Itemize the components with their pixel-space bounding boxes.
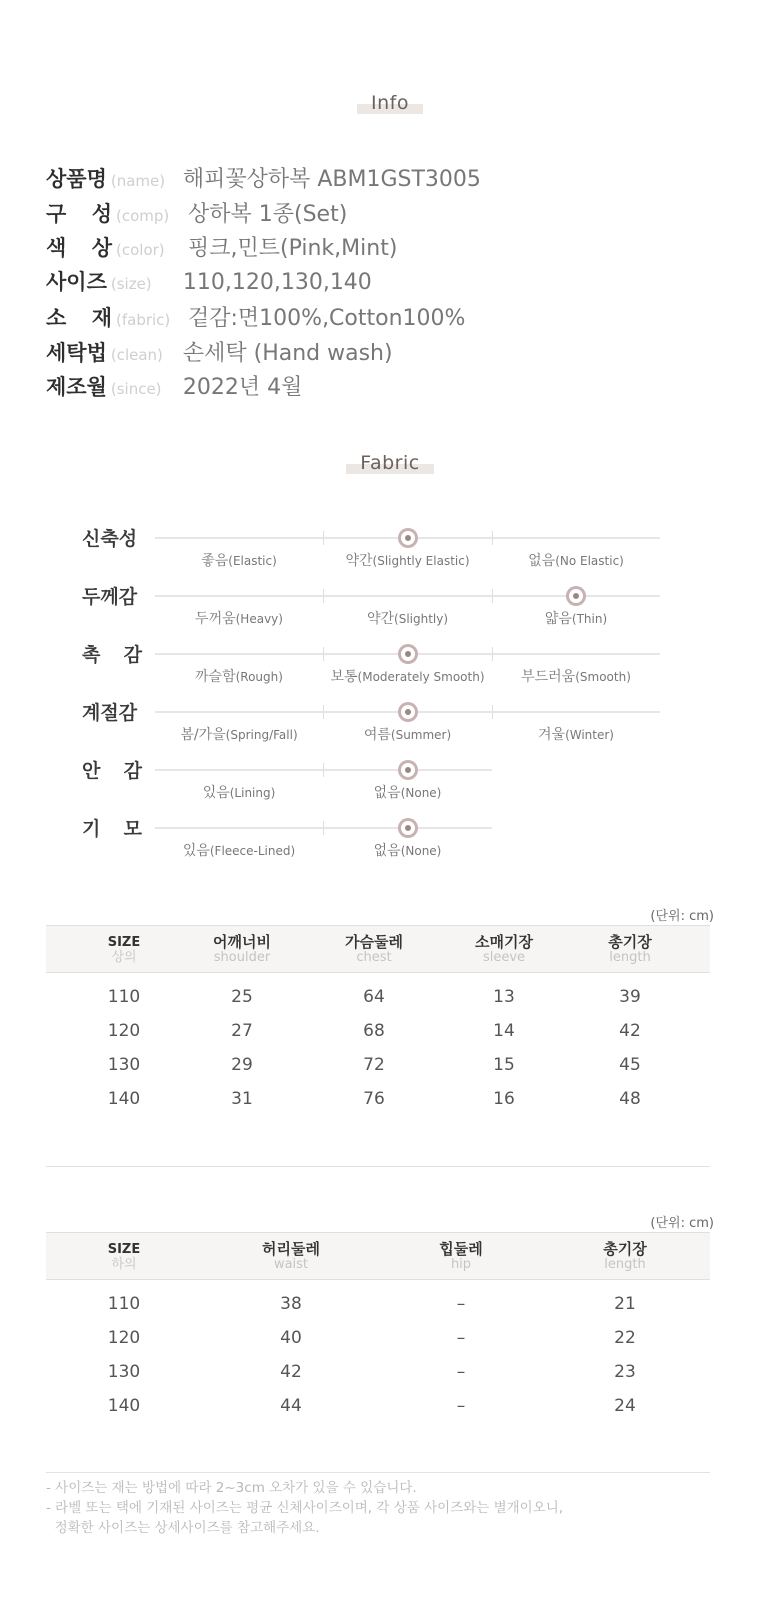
info-key <box>46 198 112 228</box>
fabric-label <box>82 814 142 841</box>
fabric-option <box>491 666 661 686</box>
fabric-label <box>82 640 142 667</box>
table-cell: 21 <box>614 1294 636 1314</box>
fabric-option-en: (No Elastic) <box>555 554 624 568</box>
table-header-cell <box>64 1241 184 1272</box>
table-cell: 110 <box>107 1294 141 1314</box>
info-value: 상하복 1종(Set) <box>188 201 348 227</box>
info-value: 겉감:면100%,Cotton100% <box>188 305 466 331</box>
info-row <box>46 370 302 400</box>
table-cell: 68 <box>363 1021 385 1041</box>
header-sublabel: length <box>609 950 651 965</box>
table-cell: 120 <box>107 1021 141 1041</box>
header-label: 가슴둘레 <box>345 933 403 951</box>
fabric-option <box>491 724 661 744</box>
fabric-scale-tick <box>492 647 493 661</box>
fabric-option-en: (Summer) <box>390 728 452 742</box>
fabric-scale-tick <box>323 763 324 777</box>
fabric-option <box>323 666 493 686</box>
info-value: 110,120,130,140 <box>182 270 372 296</box>
fabric-row <box>0 582 780 640</box>
table-header-cell <box>231 1241 351 1272</box>
fabric-option-ko: 없음 <box>528 553 556 569</box>
fabric-option-en: (Rough) <box>235 670 283 684</box>
fabric-scale-tick <box>492 705 493 719</box>
fabric-label-part: 감 <box>123 760 142 782</box>
header-label: SIZE <box>107 1242 141 1257</box>
fabric-scale-tick <box>323 647 324 661</box>
table-cell: 31 <box>231 1089 253 1109</box>
fabric-title: Fabric <box>360 452 420 474</box>
top-table-header <box>46 925 710 973</box>
header-sublabel: length <box>604 1257 646 1272</box>
info-key-char: 구 <box>46 201 67 226</box>
table-header-cell <box>570 934 690 965</box>
table-cell: 23 <box>614 1362 636 1382</box>
fabric-row <box>0 640 780 698</box>
table-row <box>46 1089 710 1123</box>
fabric-scale-tick <box>492 589 493 603</box>
table-cell: 13 <box>493 987 515 1007</box>
fabric-option <box>154 782 324 802</box>
table-row <box>46 1294 710 1328</box>
table-header-cell <box>182 934 302 965</box>
header-sublabel: 하의 <box>111 1257 137 1272</box>
table-cell: 44 <box>280 1396 302 1416</box>
table-header-cell <box>401 1241 521 1272</box>
table-cell: 64 <box>363 987 385 1007</box>
info-value: 해피꽃상하복 ABM1GST3005 <box>182 167 481 192</box>
bottom-table-header <box>46 1232 710 1280</box>
bottom-table-unit: (단위: cm) <box>650 1216 714 1231</box>
fabric-scale-tick <box>323 705 324 719</box>
fabric-row <box>0 524 780 582</box>
fabric-section-title <box>0 452 780 474</box>
table-cell: 140 <box>107 1089 141 1109</box>
table-cell: 40 <box>280 1328 302 1348</box>
table-cell: 110 <box>107 987 141 1007</box>
table-row <box>46 1362 710 1396</box>
size-notes <box>46 1478 563 1538</box>
table-cell: 120 <box>107 1328 141 1348</box>
fabric-option <box>323 782 493 802</box>
fabric-label-part: 모 <box>123 818 142 840</box>
info-key-char: 재 <box>91 305 112 330</box>
info-key-en: (color) <box>116 241 165 260</box>
table-cell: 22 <box>614 1328 636 1348</box>
info-key-en: (comp) <box>116 206 170 225</box>
fabric-option-en: (Moderately Smooth) <box>357 670 485 684</box>
info-key-char: 성 <box>91 201 112 226</box>
info-key <box>46 232 112 262</box>
info-row <box>46 231 397 261</box>
fabric-option <box>154 840 324 860</box>
selected-dot-icon <box>566 586 586 606</box>
fabric-option-en: (Lining) <box>229 786 276 800</box>
header-sublabel: chest <box>356 950 392 965</box>
header-label: 총기장 <box>603 1240 647 1258</box>
fabric-option-ko: 여름 <box>363 727 391 743</box>
table-cell: 48 <box>619 1089 641 1109</box>
info-key-en: (since) <box>110 380 162 399</box>
fabric-option <box>323 608 493 628</box>
info-section-title <box>0 92 780 114</box>
fabric-option-ko: 보통 <box>330 669 358 685</box>
fabric-option <box>154 608 324 628</box>
info-key: 사이즈 <box>46 270 107 295</box>
fabric-option-en: (Winter) <box>565 728 614 742</box>
note-line: 정확한 사이즈는 상세사이즈를 참고해주세요. <box>46 1520 320 1536</box>
table-cell: 24 <box>614 1396 636 1416</box>
header-sublabel: waist <box>273 1257 309 1272</box>
fabric-option-ko: 좋음 <box>201 553 229 569</box>
section-divider <box>46 1166 710 1167</box>
fabric-row <box>0 698 780 756</box>
fabric-option <box>323 724 493 744</box>
fabric-option <box>154 550 324 570</box>
info-row <box>46 162 481 192</box>
info-key-char: 소 <box>46 305 67 330</box>
fabric-option <box>323 550 493 570</box>
header-label: 허리둘레 <box>262 1240 320 1258</box>
fabric-option-en: (Slightly Elastic) <box>372 554 470 568</box>
fabric-option-ko: 있음 <box>182 843 210 859</box>
table-header-cell <box>64 934 184 965</box>
fabric-label-part: 촉 <box>82 644 101 666</box>
header-sublabel: sleeve <box>482 950 526 965</box>
fabric-option <box>154 724 324 744</box>
table-row <box>46 1021 710 1055</box>
info-row <box>46 301 465 331</box>
table-header-cell <box>565 1241 685 1272</box>
fabric-label-part: 안 <box>82 760 101 782</box>
fabric-row <box>0 756 780 814</box>
fabric-option-en: (Spring/Fall) <box>225 728 298 742</box>
info-row <box>46 197 347 227</box>
info-title: Info <box>371 92 409 114</box>
fabric-option-en: (Thin) <box>571 612 608 626</box>
fabric-option-ko: 봄/가을 <box>180 727 226 743</box>
table-cell: – <box>456 1328 466 1348</box>
fabric-option-en: (Elastic) <box>228 554 277 568</box>
fabric-label-part: 감 <box>123 644 142 666</box>
fabric-option-ko: 부드러움 <box>521 669 576 685</box>
fabric-option <box>154 666 324 686</box>
fabric-option <box>491 550 661 570</box>
table-row <box>46 1055 710 1089</box>
info-key-en: (size) <box>110 275 152 294</box>
header-label: 총기장 <box>608 933 652 951</box>
info-value: 핑크,민트(Pink,Mint) <box>188 236 398 262</box>
table-cell: 25 <box>231 987 253 1007</box>
info-key <box>46 302 112 332</box>
selected-dot-icon <box>398 818 418 838</box>
fabric-option-ko: 두꺼움 <box>195 611 236 627</box>
table-row <box>46 987 710 1021</box>
header-sublabel: shoulder <box>213 950 271 965</box>
selected-dot-icon <box>398 702 418 722</box>
info-key: 세탁법 <box>46 340 107 365</box>
fabric-option-ko: 없음 <box>373 843 401 859</box>
fabric-option-ko: 얇음 <box>544 611 572 627</box>
section-divider <box>46 1472 710 1473</box>
info-key-char: 색 <box>46 236 67 261</box>
fabric-scale-tick <box>323 821 324 835</box>
table-cell: 14 <box>493 1021 515 1041</box>
selected-dot-icon <box>398 760 418 780</box>
info-key-en: (clean) <box>110 345 163 364</box>
table-row <box>46 1328 710 1362</box>
header-label: 어깨너비 <box>213 933 271 951</box>
fabric-label <box>82 698 142 725</box>
fabric-option <box>491 608 661 628</box>
info-value: 손세탁 (Hand wash) <box>182 340 393 366</box>
table-cell: 130 <box>107 1055 141 1075</box>
fabric-label-part: 신축성 <box>82 528 138 550</box>
table-cell: – <box>456 1362 466 1382</box>
header-label: 소매기장 <box>475 933 533 951</box>
fabric-option-ko: 겨울 <box>538 727 566 743</box>
fabric-option-en: (Smooth) <box>575 670 631 684</box>
fabric-option-ko: 약간 <box>366 611 395 627</box>
header-label: SIZE <box>107 935 141 950</box>
top-table-unit: (단위: cm) <box>650 909 714 924</box>
note-line: - 라벨 또는 택에 기재된 사이즈는 평균 신체사이즈이며, 각 상품 사이즈와는 별개이오니, <box>46 1500 564 1516</box>
fabric-label-part: 계절감 <box>82 702 138 724</box>
fabric-option-en: (Heavy) <box>235 612 283 626</box>
fabric-option-ko: 있음 <box>202 785 230 801</box>
fabric-option-ko: 없음 <box>373 785 401 801</box>
table-cell: – <box>456 1294 466 1314</box>
fabric-label <box>82 524 142 551</box>
info-value: 2022년 4월 <box>182 375 303 401</box>
header-sublabel: hip <box>450 1257 472 1272</box>
selected-dot-icon <box>398 644 418 664</box>
info-key-en: (name) <box>110 172 166 190</box>
fabric-label-part: 기 <box>82 818 101 840</box>
table-cell: 15 <box>493 1055 515 1075</box>
table-cell: 16 <box>493 1089 515 1109</box>
fabric-row <box>0 814 780 872</box>
info-key: 상품명 <box>46 167 107 191</box>
fabric-option-ko: 약간 <box>345 553 373 569</box>
table-cell: 42 <box>619 1021 641 1041</box>
fabric-label <box>82 582 142 609</box>
fabric-scale-tick <box>323 589 324 603</box>
fabric-option <box>323 840 493 860</box>
table-header-cell <box>314 934 434 965</box>
header-label: 힙둘레 <box>439 1240 483 1258</box>
fabric-option-en: (None) <box>400 844 442 858</box>
fabric-option-ko: 까슬함 <box>195 669 236 685</box>
info-row <box>46 266 372 296</box>
fabric-option-en: (None) <box>400 786 442 800</box>
info-key-char: 상 <box>91 236 112 261</box>
table-row <box>46 1396 710 1430</box>
table-cell: 27 <box>231 1021 253 1041</box>
table-cell: 76 <box>363 1089 385 1109</box>
fabric-label-part: 두께감 <box>82 586 138 608</box>
fabric-label <box>82 756 142 783</box>
note-line: - 사이즈는 재는 방법에 따라 2~3cm 오차가 있을 수 있습니다. <box>46 1480 417 1496</box>
table-cell: – <box>456 1396 466 1416</box>
table-cell: 38 <box>280 1294 302 1314</box>
fabric-scale-tick <box>323 531 324 545</box>
fabric-option-en: (Slightly) <box>394 612 449 626</box>
info-key-en: (fabric) <box>116 310 171 329</box>
table-cell: 130 <box>107 1362 141 1382</box>
fabric-option-en: (Fleece-Lined) <box>209 844 296 858</box>
table-cell: 45 <box>619 1055 641 1075</box>
info-key: 제조월 <box>46 375 107 400</box>
selected-dot-icon <box>398 528 418 548</box>
table-cell: 39 <box>619 987 641 1007</box>
fabric-scale-tick <box>492 531 493 545</box>
table-cell: 72 <box>363 1055 385 1075</box>
table-cell: 42 <box>280 1362 302 1382</box>
table-cell: 29 <box>231 1055 253 1075</box>
table-cell: 140 <box>107 1396 141 1416</box>
table-header-cell <box>444 934 564 965</box>
header-sublabel: 상의 <box>111 950 137 965</box>
info-row <box>46 336 393 366</box>
